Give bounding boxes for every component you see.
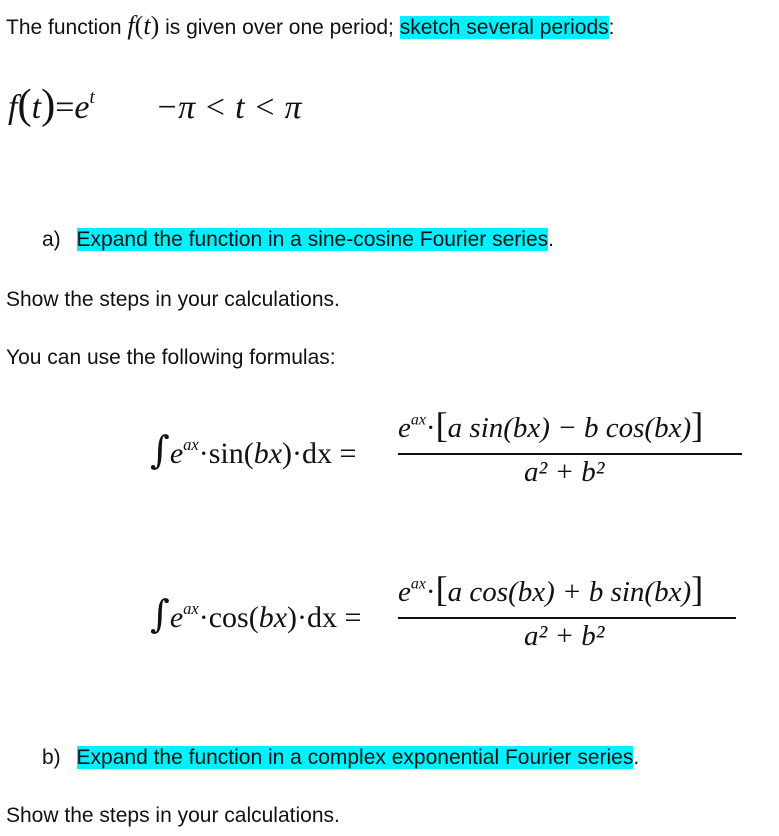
statement-colon: : (608, 16, 615, 39)
formula-cos-fraction-bar (398, 617, 736, 619)
part-a-steps: Show the steps in your calculations. (6, 288, 340, 311)
def-range: −π < t < π (155, 89, 302, 126)
problem-statement: The function f(t) is given over one period; sketch several periods: (6, 11, 615, 40)
highlight-part-b: Expand the function in a complex exponential Fourier series (76, 746, 634, 769)
part-b-heading (42, 744, 639, 772)
formula-cos-denominator: a² + b² (524, 620, 605, 652)
formulas-intro: You can use the following formulas: (6, 346, 336, 369)
part-b-steps: Show the steps in your calculations. (6, 804, 340, 827)
part-a-period: . (548, 228, 554, 251)
def-base: e (74, 89, 90, 126)
part-b-label: b) (42, 746, 61, 769)
formula-sin-numerator: $e^{ax}\cdot[a$ sin(bx) − b cos(bx)] (398, 405, 704, 445)
def-t: t (31, 89, 42, 126)
def-equals: = (55, 89, 75, 126)
formula-sin-fraction-bar (398, 453, 742, 455)
def-f: f (8, 89, 18, 126)
formula-cos-numerator: $e^{ax}\cdot[a$ cos(bx) + b sin(bx)] (398, 569, 704, 609)
function-variable: t (143, 11, 151, 40)
highlight-part-a: Expand the function in a sine-cosine Fourier series (76, 228, 549, 251)
statement-prefix: The function (6, 16, 122, 39)
def-exponent: t (89, 87, 95, 109)
formula-sin-denominator: a² + b² (524, 456, 605, 488)
formula-sin-lhs: $\int e^{ax}\cdot\sin(bx)\cdot dx$ = (150, 428, 357, 472)
part-a-heading (42, 226, 554, 254)
part-b-period: . (633, 746, 640, 769)
part-a-label: a) (42, 228, 61, 251)
formula-cos-lhs: $\int e^{ax}\cdot\cos(bx)\cdot dx$ = (150, 592, 362, 636)
statement-middle: is given over one period; (165, 16, 394, 39)
function-definition: $f(t)=e^t -\pi < t < \pi$ (8, 81, 302, 128)
function-symbol: f (127, 11, 135, 40)
highlight-sketch-periods: sketch several periods (399, 16, 609, 39)
